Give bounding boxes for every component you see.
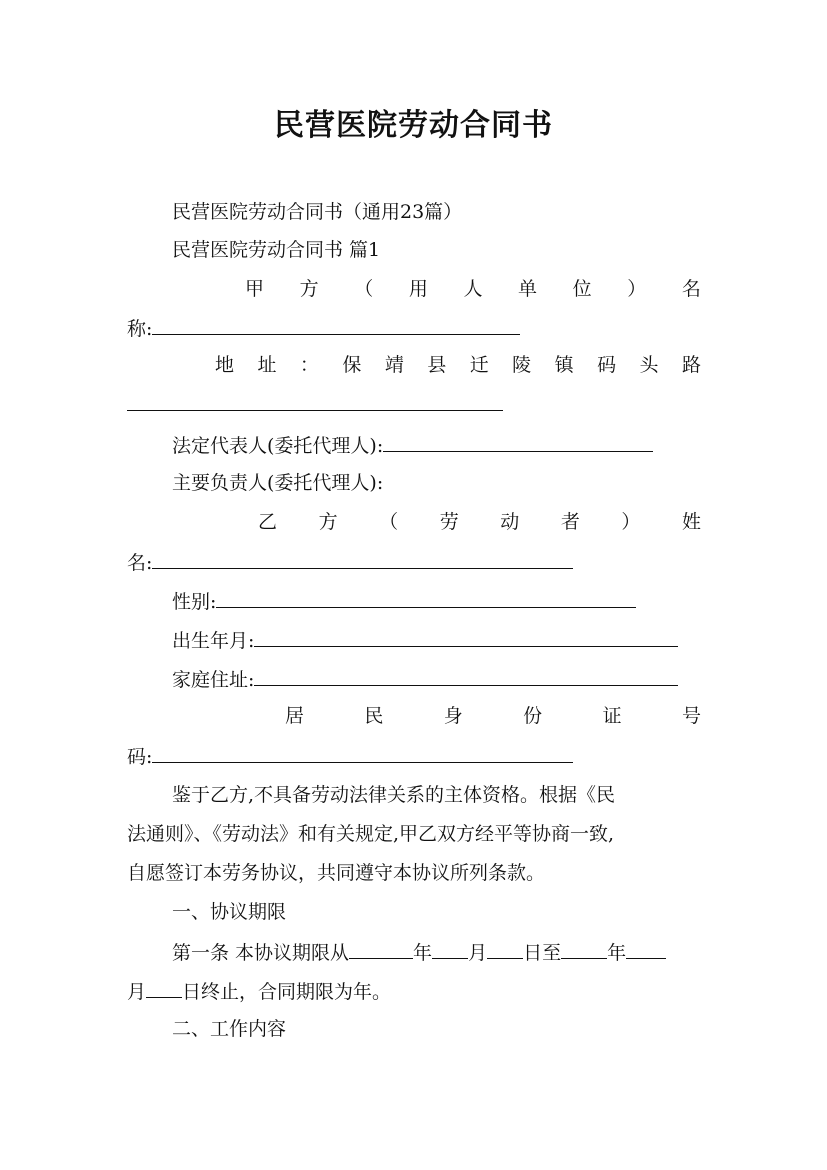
party-a-name-line bbox=[127, 314, 701, 342]
party-b-name-char: 动 bbox=[500, 511, 520, 533]
party-a-address-char: 镇 bbox=[554, 354, 574, 376]
party-a-name-field[interactable] bbox=[152, 314, 520, 335]
party-a-name-char: 位 bbox=[572, 278, 592, 300]
party-b-name-char: ） bbox=[621, 511, 641, 533]
year-label: 年 bbox=[413, 942, 433, 964]
party-b-name-char: 劳 bbox=[439, 511, 459, 533]
subtitle: 民营医院劳动合同书（通用23篇） bbox=[172, 201, 463, 223]
party-a-address-char: 陵 bbox=[512, 354, 532, 376]
legal-rep-field[interactable] bbox=[383, 431, 653, 452]
legal-rep-line bbox=[172, 431, 701, 459]
id-number-char: 居 bbox=[285, 705, 305, 727]
end-day-field[interactable] bbox=[146, 977, 182, 998]
party-a-name-cont: 称: bbox=[127, 318, 153, 340]
party-a-name-char: 甲 bbox=[245, 278, 265, 300]
preamble-line-2: 法通则》、《劳动法》和有关规定,甲乙双方经平等协商一致, bbox=[127, 823, 615, 845]
party-a-address-field[interactable] bbox=[127, 390, 503, 411]
party-a-name-char: 人 bbox=[463, 278, 483, 300]
section-1-heading: 一、协议期限 bbox=[172, 901, 287, 923]
legal-rep-label: 法定代表人(委托代理人): bbox=[172, 435, 384, 457]
party-a-address-char: 码 bbox=[597, 354, 617, 376]
home-line bbox=[172, 665, 701, 693]
end-day-label: 日终止，合同期限为年。 bbox=[182, 981, 392, 1003]
id-number-cont: 码: bbox=[127, 746, 153, 768]
party-b-name-char: 姓 bbox=[681, 511, 701, 533]
end-month-label: 月 bbox=[127, 981, 147, 1003]
party-a-address-char: ： bbox=[299, 354, 319, 376]
party-a-name-char: 用 bbox=[408, 278, 428, 300]
end-month-field[interactable] bbox=[626, 938, 666, 959]
party-a-address-label bbox=[215, 352, 701, 378]
birth-line bbox=[172, 626, 701, 654]
party-a-address-char: 址 bbox=[257, 354, 277, 376]
month-label: 月 bbox=[468, 942, 488, 964]
party-b-name-field[interactable] bbox=[152, 548, 573, 569]
party-a-name-char: 名 bbox=[681, 278, 701, 300]
party-b-name-char: 乙 bbox=[258, 511, 278, 533]
party-b-name-line bbox=[127, 548, 701, 576]
gender-line bbox=[172, 587, 701, 615]
id-number-char: 民 bbox=[364, 705, 384, 727]
birth-field[interactable] bbox=[254, 626, 678, 647]
day-to-label: 日至 bbox=[523, 942, 562, 964]
id-number-char: 份 bbox=[523, 705, 543, 727]
party-b-name-char: 方 bbox=[318, 511, 338, 533]
party-a-address-char: 迁 bbox=[469, 354, 489, 376]
start-day-field[interactable] bbox=[487, 938, 523, 959]
party-a-address-char: 保 bbox=[342, 354, 362, 376]
party-a-address-char: 头 bbox=[639, 354, 659, 376]
principal-label: 主要负责人(委托代理人): bbox=[172, 472, 384, 494]
document-title: 民营医院劳动合同书 bbox=[274, 108, 553, 143]
party-a-address-line bbox=[127, 390, 701, 418]
party-a-address-char: 地 bbox=[215, 354, 235, 376]
id-number-field[interactable] bbox=[152, 742, 573, 763]
section-heading: 民营医院劳动合同书 篇1 bbox=[172, 239, 381, 261]
party-b-name-char: （ bbox=[379, 511, 399, 533]
party-b-name-char: 者 bbox=[560, 511, 580, 533]
party-b-name-label bbox=[258, 509, 701, 535]
party-a-name-label bbox=[245, 276, 701, 302]
gender-field[interactable] bbox=[216, 587, 636, 608]
party-a-name-char: ） bbox=[627, 278, 647, 300]
id-number-char: 身 bbox=[443, 705, 463, 727]
section-2-heading: 二、工作内容 bbox=[172, 1018, 287, 1040]
preamble-line-3: 自愿签订本劳务协议，共同遵守本协议所列条款。 bbox=[127, 862, 546, 884]
article-1-line-2 bbox=[127, 977, 701, 1005]
preamble-line-1: 鉴于乙方,不具备劳动法律关系的主体资格。根据《民 bbox=[172, 784, 616, 806]
party-a-name-char: 单 bbox=[518, 278, 538, 300]
id-number-label bbox=[285, 703, 701, 729]
end-year-label: 年 bbox=[607, 942, 627, 964]
end-year-field[interactable] bbox=[561, 938, 607, 959]
start-year-field[interactable] bbox=[349, 938, 413, 959]
article-1-line-1 bbox=[172, 938, 701, 966]
party-a-address-char: 路 bbox=[681, 354, 701, 376]
party-a-address-char: 县 bbox=[427, 354, 447, 376]
home-field[interactable] bbox=[254, 665, 678, 686]
birth-label: 出生年月: bbox=[172, 630, 255, 652]
gender-label: 性别: bbox=[172, 591, 217, 613]
party-a-address-char: 靖 bbox=[384, 354, 404, 376]
id-number-line bbox=[127, 742, 701, 770]
home-label: 家庭住址: bbox=[172, 669, 255, 691]
party-b-name-cont: 名: bbox=[127, 552, 153, 574]
id-number-char: 证 bbox=[602, 705, 622, 727]
party-a-name-char: （ bbox=[354, 278, 374, 300]
article-1-text: 第一条 本协议期限从 bbox=[172, 942, 350, 964]
party-a-name-char: 方 bbox=[299, 278, 319, 300]
id-number-char: 号 bbox=[681, 705, 701, 727]
start-month-field[interactable] bbox=[432, 938, 468, 959]
